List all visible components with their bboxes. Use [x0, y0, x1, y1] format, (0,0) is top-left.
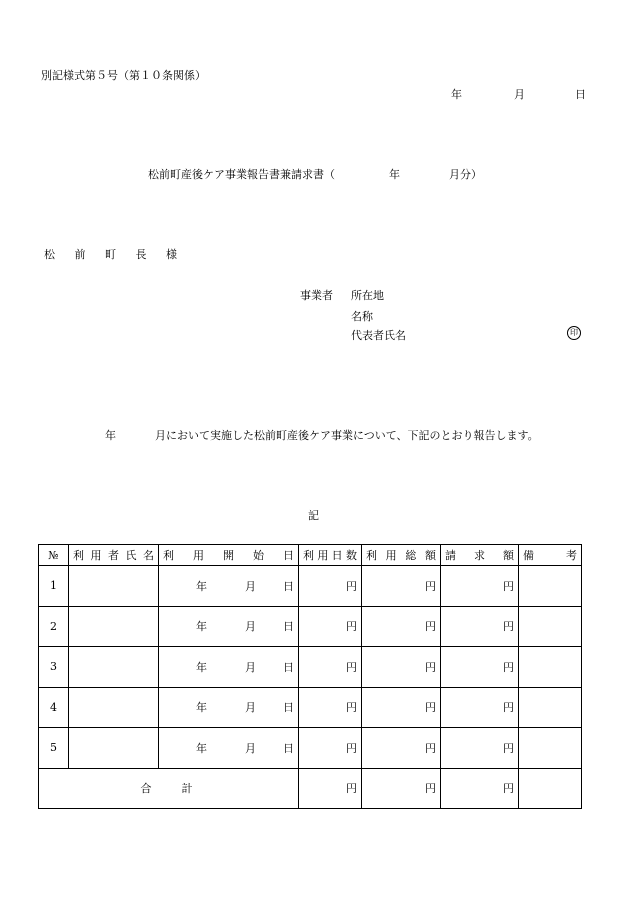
total-amount-cell[interactable]: 円 [362, 606, 441, 647]
form-number: 別記様式第５号（第１０条関係） [41, 69, 206, 82]
title-month-label: 月分） [449, 168, 482, 181]
business-name-label: 名称 [351, 310, 373, 323]
start-date-cell[interactable] [159, 606, 299, 647]
date-day: 日 [283, 660, 294, 674]
user-name-cell[interactable] [69, 566, 159, 607]
section-mark: 記 [308, 509, 319, 522]
header-claim-amount: 請求額 [441, 545, 519, 566]
header-remarks: 備考 [519, 545, 582, 566]
total-row [39, 768, 582, 809]
claim-amount-cell[interactable]: 円 [441, 728, 519, 769]
body-text: 月において実施した松前町産後ケア事業について、下記のとおり報告します。 [155, 429, 539, 442]
seal-icon: 印 [567, 326, 581, 340]
date-day: 日 [283, 741, 294, 755]
days-cell[interactable]: 円 [299, 566, 362, 607]
total-amount-cell[interactable]: 円 [362, 687, 441, 728]
remarks-cell[interactable] [519, 687, 582, 728]
start-date-cell[interactable] [159, 687, 299, 728]
total-total-amount-cell[interactable]: 円 [362, 768, 441, 809]
remarks-cell[interactable] [519, 606, 582, 647]
date-year: 年 [196, 579, 207, 593]
date-month: 月 [245, 741, 256, 755]
date-month: 月 [245, 620, 256, 634]
table-header-row [39, 545, 582, 566]
remarks-cell[interactable] [519, 647, 582, 688]
table-row [39, 687, 582, 728]
claim-amount-cell[interactable]: 円 [441, 687, 519, 728]
date-year: 年 [196, 660, 207, 674]
document-title: 松前町産後ケア事業報告書兼請求書（ [148, 168, 335, 181]
total-amount-cell[interactable]: 円 [362, 728, 441, 769]
remarks-cell[interactable] [519, 728, 582, 769]
date-month: 月 [245, 701, 256, 715]
row-no: 2 [39, 606, 69, 647]
row-no: 4 [39, 687, 69, 728]
user-name-cell[interactable] [69, 728, 159, 769]
header-days: 利用日数 [299, 545, 362, 566]
total-claim-amount-cell[interactable]: 円 [441, 768, 519, 809]
total-remarks-cell[interactable] [519, 768, 582, 809]
date-year: 年 [196, 620, 207, 634]
total-label: 合計 [39, 768, 299, 809]
total-amount-cell[interactable]: 円 [362, 647, 441, 688]
date-year-label: 年 [451, 88, 462, 101]
date-year: 年 [196, 741, 207, 755]
claim-amount-cell[interactable]: 円 [441, 647, 519, 688]
days-cell[interactable]: 円 [299, 647, 362, 688]
header-user-name: 利用者氏名 [69, 545, 159, 566]
user-name-cell[interactable] [69, 606, 159, 647]
row-no: 5 [39, 728, 69, 769]
total-amount-cell[interactable]: 円 [362, 566, 441, 607]
report-table [38, 544, 582, 809]
claim-amount-cell[interactable]: 円 [441, 566, 519, 607]
row-no: 1 [39, 566, 69, 607]
header-total-amount: 利用総額 [362, 545, 441, 566]
days-cell[interactable]: 円 [299, 728, 362, 769]
business-address-label: 所在地 [351, 289, 384, 302]
table-row [39, 728, 582, 769]
business-representative-label: 代表者氏名 [351, 329, 406, 342]
date-month: 月 [245, 579, 256, 593]
date-year: 年 [196, 701, 207, 715]
row-no: 3 [39, 647, 69, 688]
remarks-cell[interactable] [519, 566, 582, 607]
table-row [39, 647, 582, 688]
start-date-cell[interactable] [159, 566, 299, 607]
body-year-label: 年 [105, 429, 116, 442]
date-day: 日 [283, 620, 294, 634]
user-name-cell[interactable] [69, 687, 159, 728]
date-day-label: 日 [575, 88, 586, 101]
start-date-cell[interactable] [159, 728, 299, 769]
header-start-date: 利用開始日 [159, 545, 299, 566]
start-date-cell[interactable] [159, 647, 299, 688]
total-days-cell[interactable]: 円 [299, 768, 362, 809]
date-day: 日 [283, 701, 294, 715]
date-month-label: 月 [514, 88, 525, 101]
header-no: № [39, 545, 69, 566]
date-day: 日 [283, 579, 294, 593]
days-cell[interactable]: 円 [299, 687, 362, 728]
table-row [39, 566, 582, 607]
addressee: 松 前 町 長 様 [44, 248, 185, 261]
title-year-label: 年 [389, 168, 400, 181]
date-month: 月 [245, 660, 256, 674]
business-label: 事業者 [300, 289, 333, 302]
table-row [39, 606, 582, 647]
user-name-cell[interactable] [69, 647, 159, 688]
claim-amount-cell[interactable]: 円 [441, 606, 519, 647]
days-cell[interactable]: 円 [299, 606, 362, 647]
